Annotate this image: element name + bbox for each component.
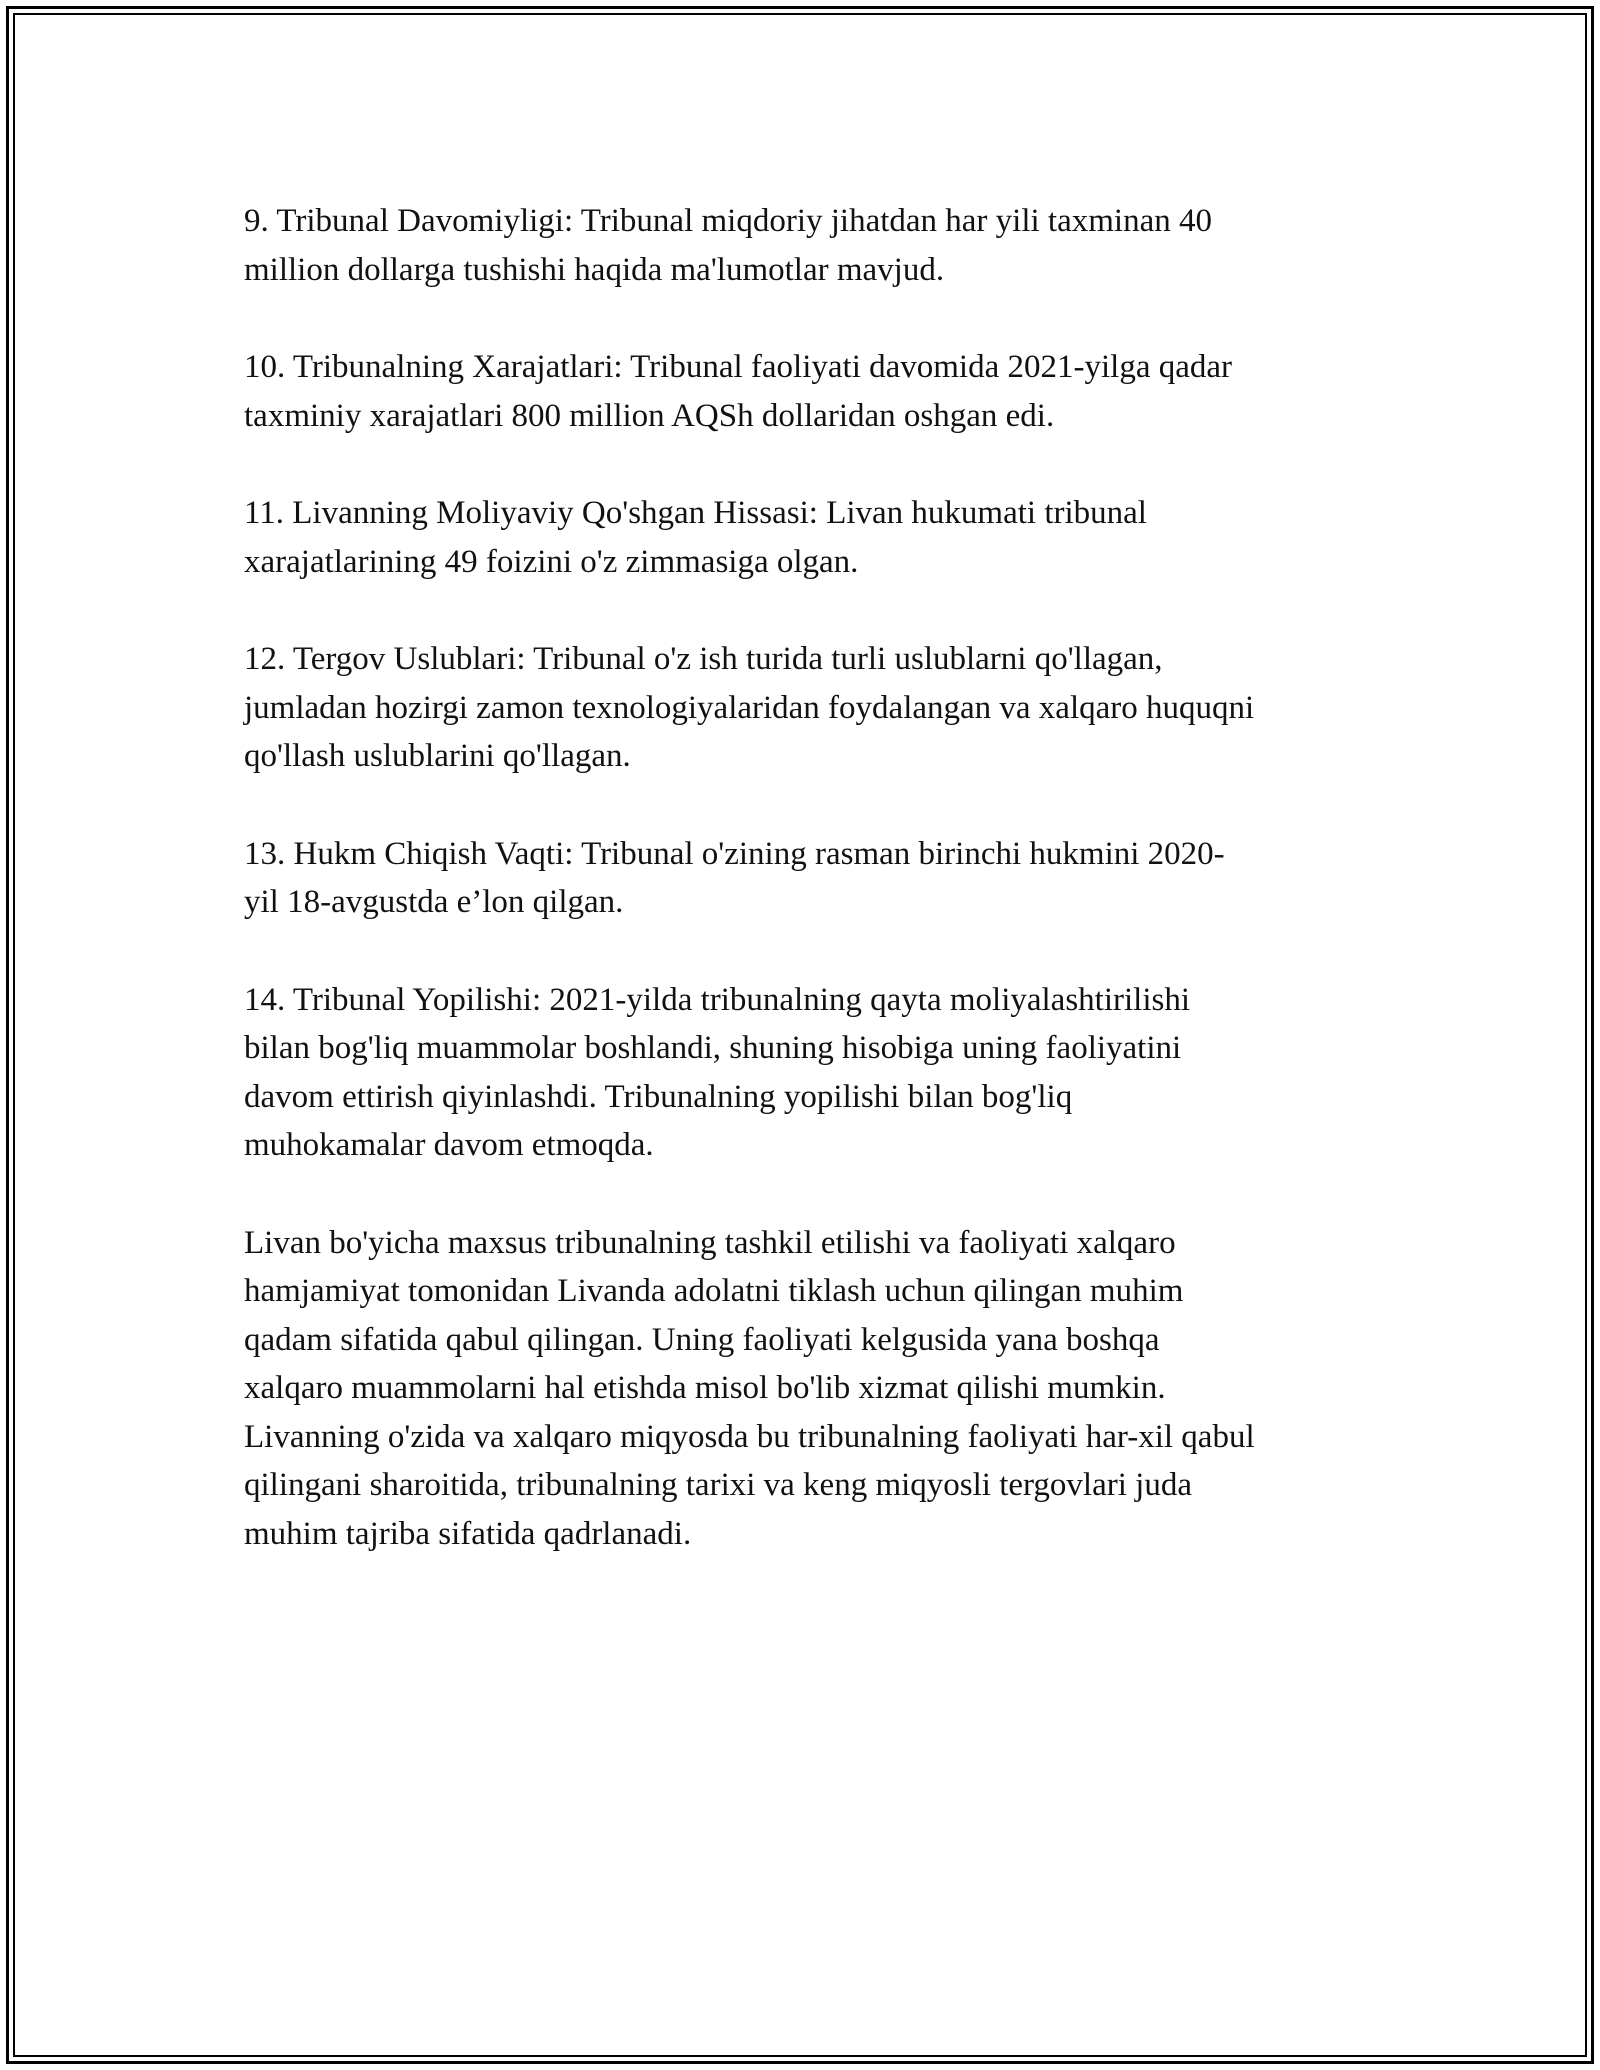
document-body — [244, 197, 1384, 1558]
page-border — [6, 6, 1594, 2064]
paragraph-lebanon-contribution: 11. Livanning Moliyaviy Qo'shgan Hissasi: Livan hukumati tribunal xarajatlarining 49 foizini o'z zimmasiga olgan. — [244, 495, 1147, 580]
paragraph-verdict-date: 13. Hukm Chiqish Vaqti: Tribunal o'zining rasman birinchi hukmini 2020- yil 18-avgustda e’lon qilgan. — [244, 835, 1225, 920]
paragraph-tribunal-duration: 9. Tribunal Davomiyligi: Tribunal miqdoriy jihatdan har yili taxminan 40 million dollarga tushishi haqida ma'lumotlar mavjud. — [244, 203, 1212, 288]
paragraph-conclusion: Livan bo'yicha maxsus tribunalning tashkil etilishi va faoliyati xalqaro hamjamiyat tomonidan Livanda adolatni tiklash uchun qilingan muhim qadam sifatida qabul qilingan. Uning faoliyati kelgusida yana boshqa xalqaro muammolarni hal etishda misol bo'lib xizmat qilishi mumkin. Livanning o'zida va xalqaro miqyosda bu tribunalning faoliyati har-xil qabul qilingani sharoitida, tribunalning tarixi va keng miqyosli tergovlari juda muhim tajriba sifatida qadrlanadi. — [244, 1224, 1255, 1552]
paragraph-investigation-methods: 12. Tergov Uslublari: Tribunal o'z ish turida turli uslublarni qo'llagan, jumladan hozirgi zamon texnologiyalaridan foydalangan va xalqaro huquqni qo'llash uslublarini qo'llagan. — [244, 641, 1255, 774]
paragraph-tribunal-expenses: 10. Tribunalning Xarajatlari: Tribunal faoliyati davomida 2021-yilga qadar taxminiy xarajatlari 800 million AQSh dollaridan oshgan edi. — [244, 349, 1233, 434]
paragraph-tribunal-closure: 14. Tribunal Yopilishi: 2021-yilda tribunalning qayta moliyalashtirilishi bilan bog'liq muammolar boshlandi, shuning hisobiga uning faoliyatini davom ettirish qiyinlashdi. Tribunalning yopilishi bilan bog'liq muhokamalar davom etmoqda. — [244, 981, 1191, 1163]
